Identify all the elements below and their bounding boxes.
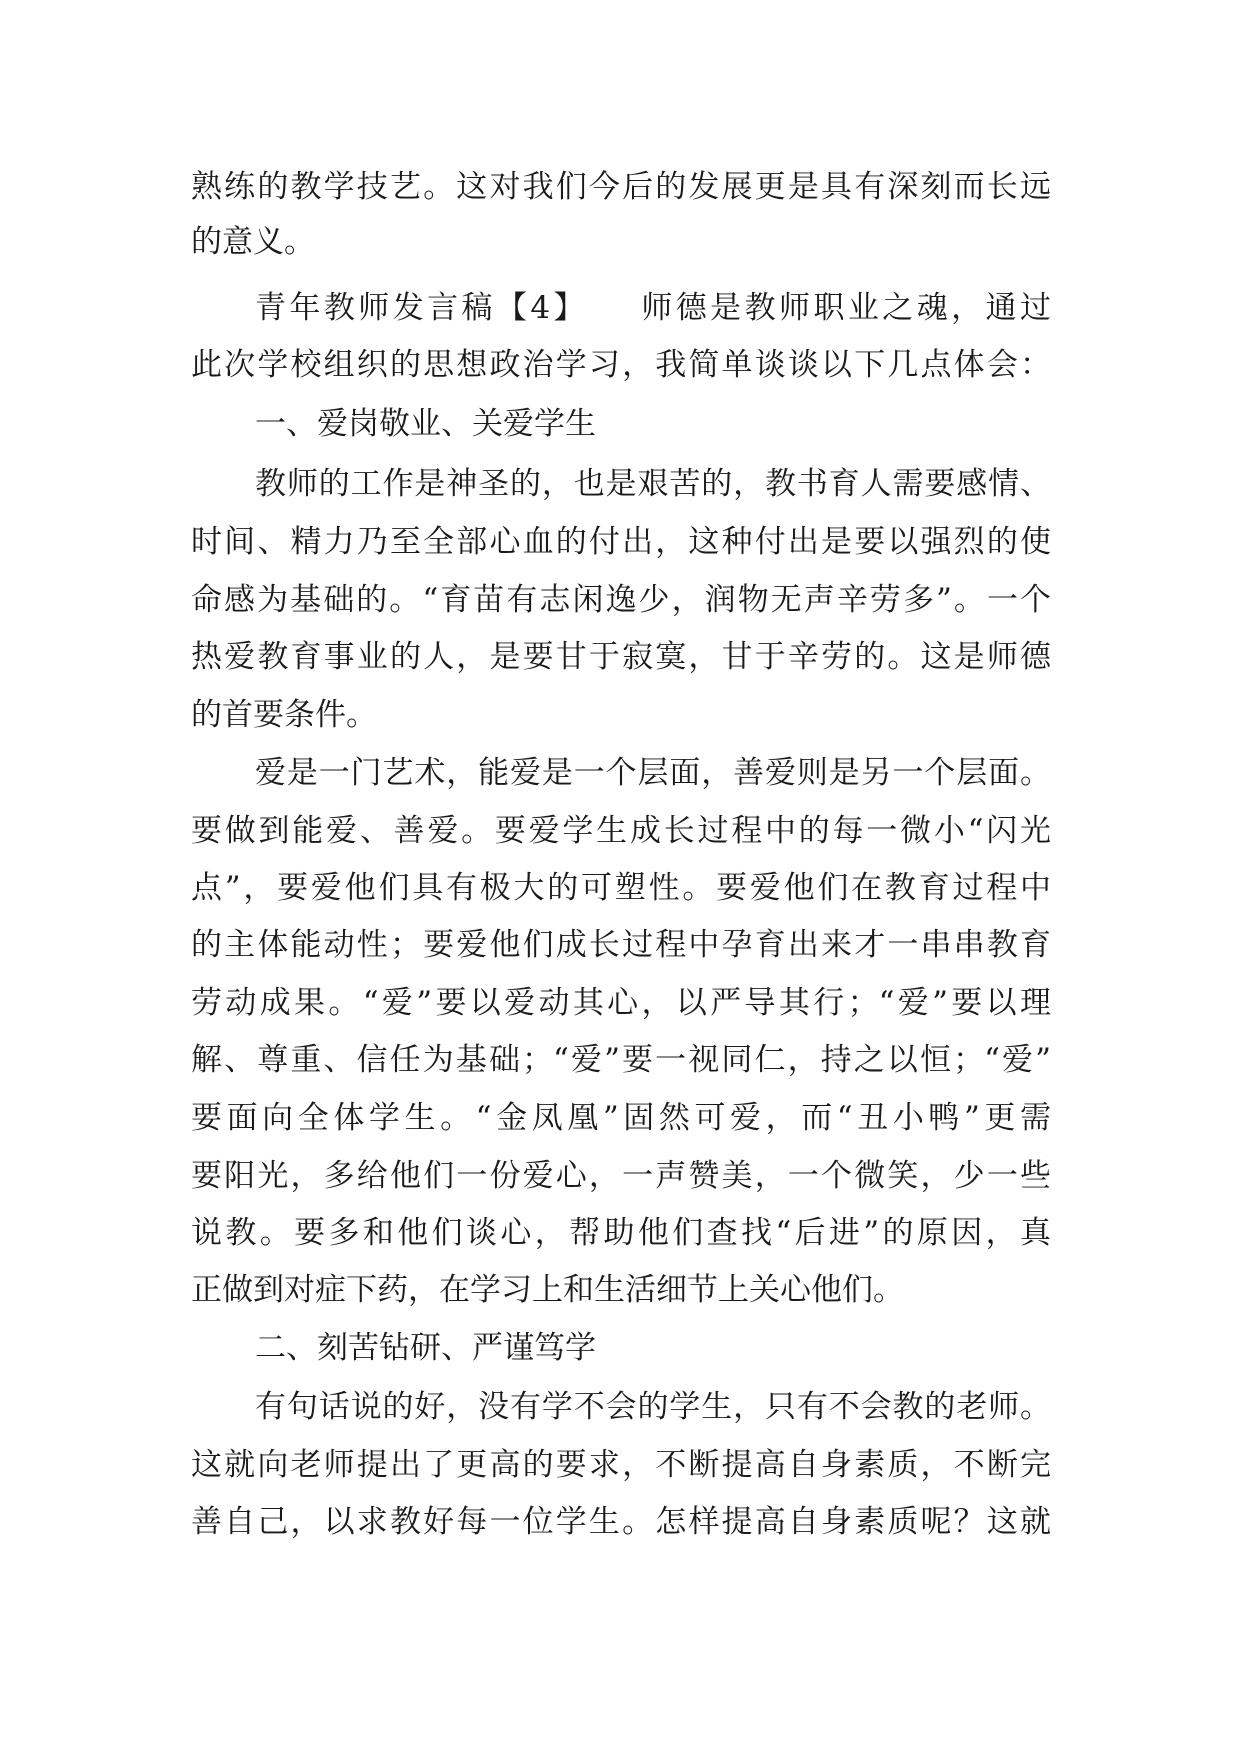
text-line: 命感为基础的。“育苗有志闲逸少，润物无声辛劳多”。一个 xyxy=(191,582,1051,618)
text-line: 劳动成果。“爱”要以爱动其心，以严导其行；“爱”要以理 xyxy=(191,985,1051,1021)
paragraph-heading-line: 青年教师发言稿【4】 师德是教师职业之魂，通过 xyxy=(255,290,1051,326)
text-line: 爱是一门艺术，能爱是一个层面，善爱则是另一个层面。 xyxy=(255,755,1051,791)
text-line: 的意义。 xyxy=(191,224,315,260)
text-line: 正做到对症下药，在学习上和生活细节上关心他们。 xyxy=(191,1272,904,1308)
text-line: 的首要条件。 xyxy=(191,697,377,733)
text-line: 说教。要多和他们谈心，帮助他们查找“后进”的原因，真 xyxy=(191,1215,1051,1251)
text-line: 这就向老师提出了更高的要求，不断提高自身素质，不断完 xyxy=(191,1447,1051,1483)
text-line: 热爱教育事业的人，是要甘于寂寞，甘于辛劳的。这是师德 xyxy=(191,639,1051,675)
text-line: 熟练的教学技艺。这对我们今后的发展更是具有深刻而长远 xyxy=(191,169,1051,205)
text-line: 有句话说的好，没有学不会的学生，只有不会教的老师。 xyxy=(255,1389,1051,1425)
text-line: 此次学校组织的思想政治学习，我简单谈谈以下几点体会： xyxy=(191,347,1051,383)
section-heading: 一、爱岗敬业、关爱学生 xyxy=(255,406,596,442)
section-heading: 二、刻苦钻研、严谨笃学 xyxy=(255,1330,596,1366)
text-line: 点”，要爱他们具有极大的可塑性。要爱他们在教育过程中 xyxy=(191,870,1051,906)
text-line: 时间、精力乃至全部心血的付出，这种付出是要以强烈的使 xyxy=(191,524,1051,560)
text-line: 善自己，以求教好每一位学生。怎样提高自身素质呢？这就 xyxy=(191,1504,1051,1540)
text-line: 要面向全体学生。“金凤凰”固然可爱，而“丑小鸭”更需 xyxy=(191,1100,1051,1136)
text-line: 的主体能动性；要爱他们成长过程中孕育出来才一串串教育 xyxy=(191,927,1051,963)
text-line: 要阳光，多给他们一份爱心，一声赞美，一个微笑，少一些 xyxy=(191,1158,1051,1194)
text-line: 解、尊重、信任为基础；“爱”要一视同仁，持之以恒；“爱” xyxy=(191,1042,1051,1078)
text-line: 教师的工作是神圣的，也是艰苦的，教书育人需要感情、 xyxy=(255,466,1051,502)
text-line: 要做到能爱、善爱。要爱学生成长过程中的每一微小“闪光 xyxy=(191,813,1051,849)
